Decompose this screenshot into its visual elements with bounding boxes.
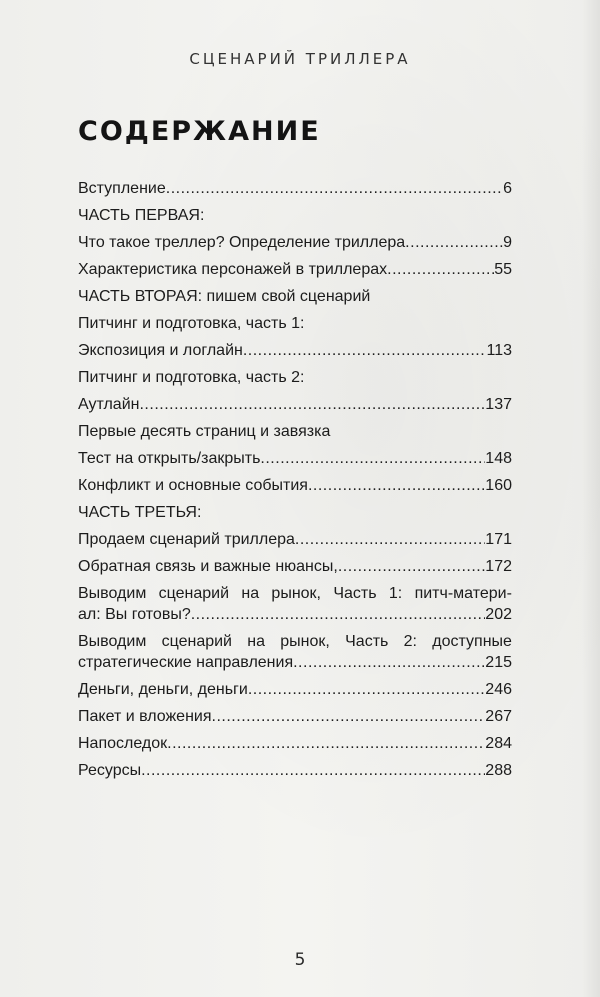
- dot-leader: [191, 604, 486, 625]
- toc-entry-page: 55: [494, 261, 512, 278]
- toc-entry-page: 137: [485, 396, 512, 413]
- toc-entry-page: 171: [485, 531, 512, 548]
- toc-entry-title: Продаем сценарий триллера: [78, 531, 295, 548]
- toc-entry-title: Пакет и вложения: [78, 708, 212, 725]
- toc-entry: [78, 259, 512, 280]
- dot-leader: [387, 259, 494, 280]
- toc-word: на: [241, 585, 260, 602]
- toc-entry-title: Характеристика персонажей в триллерах: [78, 261, 388, 278]
- toc-part-title: ЧАСТЬ ТРЕТЬЯ:: [78, 504, 202, 521]
- toc-subheading: [78, 421, 512, 442]
- toc-subheading-title: Первые десять страниц и завязка: [78, 423, 331, 440]
- toc-entry-page: 113: [486, 342, 512, 359]
- dot-leader: [338, 556, 485, 577]
- toc-entry: [78, 706, 512, 727]
- toc-entry: [78, 556, 512, 577]
- toc-word: 1:: [388, 585, 403, 602]
- toc-entry-title-line2: стратегические направления: [78, 654, 294, 671]
- toc-entry-title: Что такое треллер? Определение триллера: [78, 234, 406, 251]
- toc-entry: [78, 448, 512, 469]
- toc-entry-title: Конфликт и основные события: [78, 477, 308, 494]
- toc-entry-page: 284: [485, 735, 512, 752]
- toc-word: рынок,: [280, 633, 330, 650]
- toc-word: 2:: [403, 633, 417, 650]
- dot-leader: [141, 760, 485, 781]
- dot-leader: [295, 529, 485, 550]
- toc-subheading-title: Питчинг и подготовка, часть 2:: [78, 369, 305, 386]
- toc-entry-page: 267: [485, 708, 512, 725]
- toc-entry-page: 215: [485, 654, 512, 671]
- toc-subheading: [78, 367, 512, 388]
- toc-entry: [78, 760, 512, 781]
- toc-entry-title-line1: [78, 583, 512, 604]
- toc-entry-title: Аутлайн: [78, 396, 140, 413]
- dot-leader: [212, 706, 486, 727]
- page-number: 5: [294, 950, 306, 970]
- toc-word: рынок,: [271, 585, 321, 602]
- toc-entry-page: 246: [485, 681, 512, 698]
- toc-entry-page: 172: [485, 558, 512, 575]
- toc-entry-title: Ресурсы: [78, 762, 142, 779]
- toc-entry: [78, 679, 512, 700]
- toc-entry-title: Тест на открыть/закрыть: [78, 450, 261, 467]
- toc-subheading-title: Питчинг и подготовка, часть 1:: [78, 315, 305, 332]
- toc-part-title: ЧАСТЬ ВТОРАЯ: пишем свой сценарий: [78, 288, 371, 305]
- toc-part-heading: [78, 286, 512, 307]
- toc-word: питч-матери-: [414, 585, 512, 602]
- toc-entry-page: 160: [485, 477, 512, 494]
- toc-word: на: [247, 633, 265, 650]
- toc-word: Часть: [333, 585, 377, 602]
- toc-word: доступные: [432, 633, 512, 650]
- toc-entry-title: Экспозиция и логлайн: [78, 342, 243, 359]
- toc-entry: [78, 733, 512, 754]
- table-of-contents: [78, 178, 512, 781]
- toc-entry: [78, 232, 512, 253]
- dot-leader: [405, 232, 503, 253]
- toc-entry-page: 202: [485, 606, 512, 623]
- toc-entry-page: 148: [485, 450, 512, 467]
- toc-title: СОДЕРЖАНИЕ: [78, 116, 321, 147]
- dot-leader: [308, 475, 485, 496]
- dot-leader: [260, 448, 485, 469]
- toc-word: Выводим: [78, 585, 147, 602]
- toc-entry-page: 9: [503, 234, 512, 251]
- dot-leader: [139, 394, 485, 415]
- toc-word: Выводим: [78, 633, 147, 650]
- toc-word: сценарий: [158, 585, 230, 602]
- dot-leader: [248, 679, 485, 700]
- toc-word: сценарий: [161, 633, 232, 650]
- running-head: СЦЕНАРИЙ ТРИЛЛЕРА: [189, 50, 411, 68]
- dot-leader: [243, 340, 487, 361]
- toc-entry: [78, 475, 512, 496]
- toc-entry-title-line1: [78, 631, 512, 652]
- toc-entry-title: Обратная связь и важные нюансы,: [78, 558, 338, 575]
- toc-entry-title: Деньги, деньги, деньги: [78, 681, 248, 698]
- toc-entry-title: Вступление: [78, 180, 166, 197]
- toc-part-heading: [78, 502, 512, 523]
- toc-entry-title: Напоследок: [78, 735, 168, 752]
- toc-entry: [78, 340, 512, 361]
- toc-entry-page: 6: [503, 180, 512, 197]
- toc-part-heading: [78, 205, 512, 226]
- dot-leader: [293, 652, 485, 673]
- toc-subheading: [78, 313, 512, 334]
- toc-entry-page: 288: [485, 762, 512, 779]
- page-edge-shadow: [582, 0, 600, 997]
- toc-entry: [78, 529, 512, 550]
- toc-part-title: ЧАСТЬ ПЕРВАЯ:: [78, 207, 205, 224]
- toc-entry: [78, 394, 512, 415]
- toc-entry-multiline: [78, 631, 512, 673]
- toc-entry: [78, 178, 512, 199]
- toc-word: Часть: [345, 633, 389, 650]
- dot-leader: [166, 178, 503, 199]
- toc-entry-title-line2: ал: Вы готовы?: [78, 606, 191, 623]
- dot-leader: [167, 733, 485, 754]
- toc-entry-multiline: [78, 583, 512, 625]
